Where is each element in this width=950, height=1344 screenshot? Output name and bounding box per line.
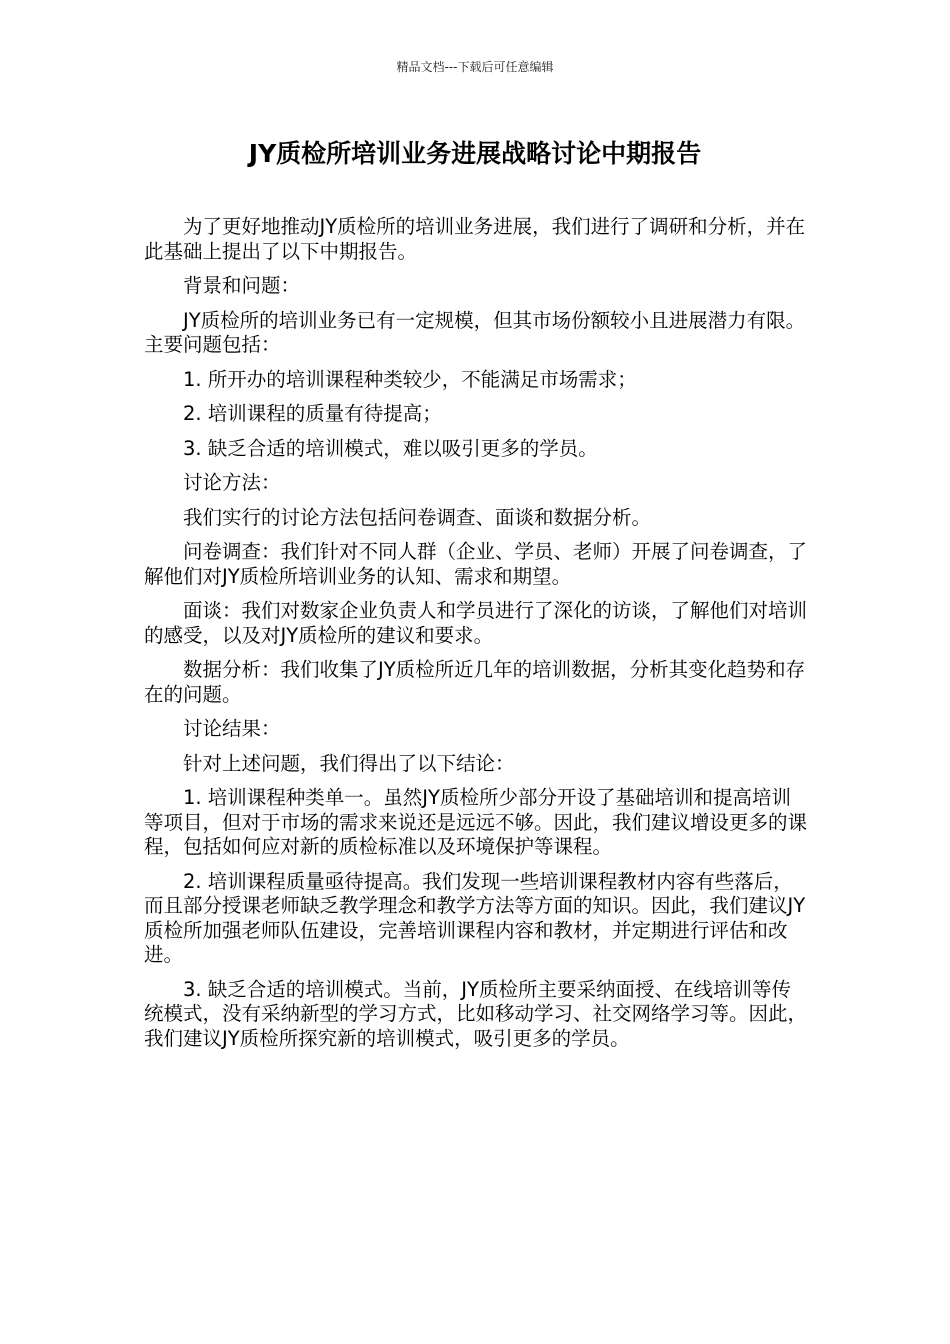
list-item-problem-3: 3. 缺乏合适的培训模式，难以吸引更多的学员。: [183, 436, 598, 460]
list-item-problem-1: 1. 所开办的培训课程种类较少，不能满足市场需求；: [183, 367, 637, 391]
header-note: 精品文档---下载后可任意编辑: [396, 60, 554, 74]
paragraph-survey: 问卷调查：我们针对不同人群（企业、学员、老师）开展了问卷调查，了解他们对JY质检所培训业务的认知、需求和期望。: [144, 540, 808, 588]
paragraph-background: JY质检所的培训业务已有一定规模，但其市场份额较小且进展潜力有限。主要问题包括：: [144, 308, 806, 356]
paragraph-interview: 面谈：我们对数家企业负责人和学员进行了深化的访谈，了解他们对培训的感受，以及对JY质检所的建议和要求。: [144, 599, 808, 647]
document-body: [144, 215, 810, 1061]
list-item-result-3: 3. 缺乏合适的培训模式。当前，JY质检所主要采纳面授、在线培训等传统模式，没有采纳新型的学习方式，比如移动学习、社交网络学习等。因此，我们建议JY质检所探究新的培训模式，吸引更多的学员。: [144, 977, 808, 1050]
section-heading-background: 背景和问题：: [183, 274, 301, 297]
paragraph-data-analysis: 数据分析：我们收集了JY质检所近几年的培训数据，分析其变化趋势和存在的问题。: [144, 658, 806, 706]
list-item-result-2: 2. 培训课程质量亟待提高。我们发现一些培训课程教材内容有些落后，而且部分授课老师缺乏教学理念和教学方法等方面的知识。因此，我们建议JY质检所加强老师队伍建设，完善培训课程内容和教材，并定期进行评估和改进。: [144, 869, 806, 966]
section-heading-method: 讨论方法：: [183, 471, 281, 494]
list-item-result-1: 1. 培训课程种类单一。虽然JY质检所少部分开设了基础培训和提高培训等项目，但对于市场的需求来说还是远远不够。因此，我们建议增设更多的课程，包括如何应对新的质检标准以及环境保护等课程。: [144, 786, 808, 858]
page-title: JY质检所培训业务进展战略讨论中期报告: [248, 139, 702, 168]
list-item-problem-2: 2. 培训课程的质量有待提高；: [183, 402, 442, 425]
paragraph-method: 我们实行的讨论方法包括问卷调查、面谈和数据分析。: [183, 505, 652, 529]
section-heading-results: 讨论结果：: [183, 717, 281, 740]
paragraph-results-intro: 针对上述问题，我们得出了以下结论：: [183, 751, 515, 775]
paragraph-intro: 为了更好地推动JY质检所的培训业务进展，我们进行了调研和分析，并在此基础上提出了以下中期报告。: [144, 215, 806, 263]
